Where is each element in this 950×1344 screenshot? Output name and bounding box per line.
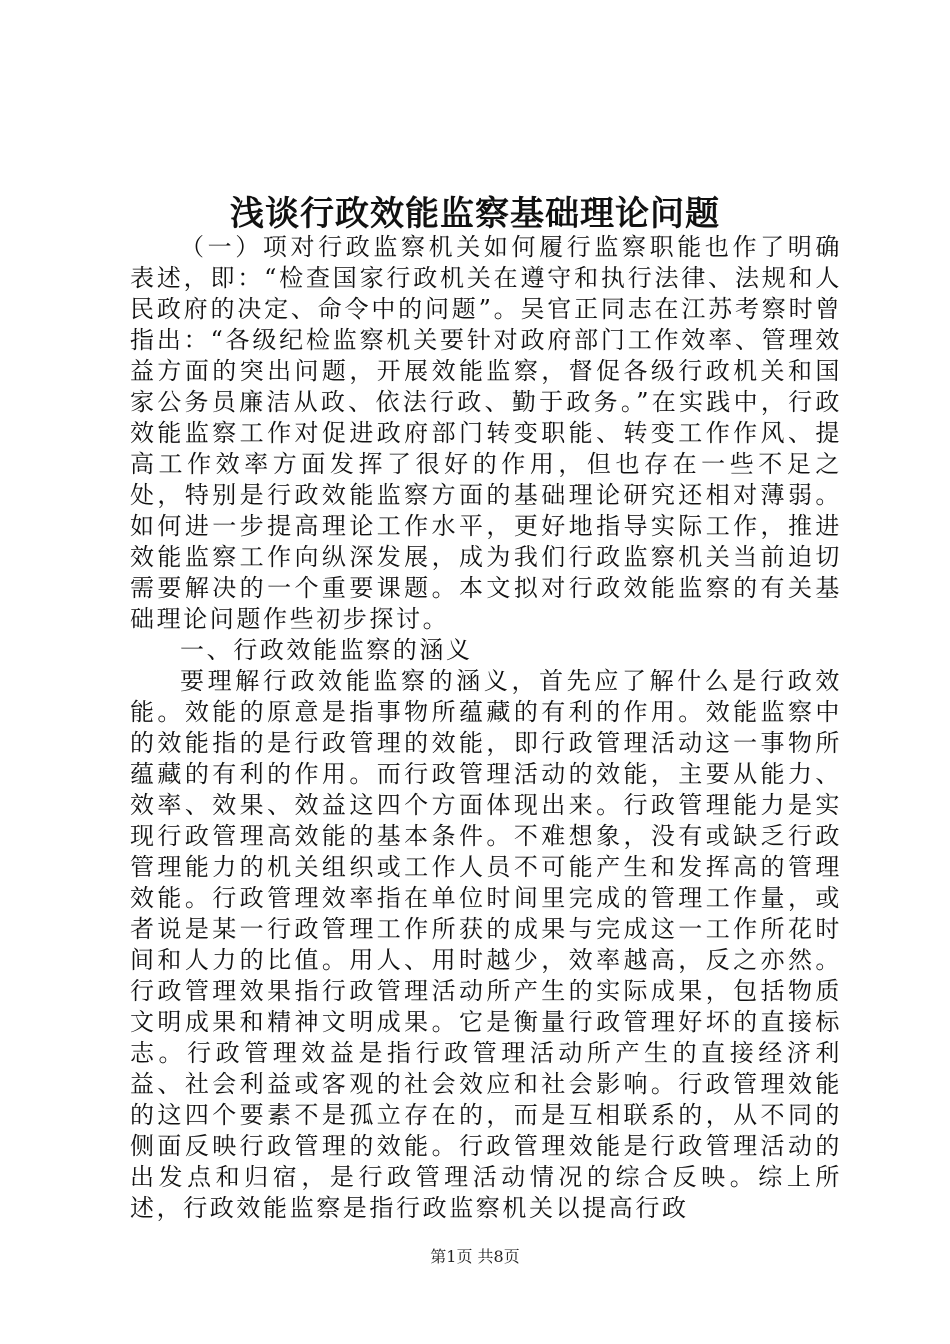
- section-heading: 一、行政效能监察的涵义: [180, 636, 473, 664]
- document-title: 浅谈行政效能监察基础理论问题: [230, 194, 720, 234]
- document-body: [130, 232, 842, 1224]
- page-number: 第1页 共8页: [430, 1247, 520, 1266]
- paragraph-intro: （一）项对行政监察机关如何履行监察职能也作了明确表述，即：“检查国家行政机关在遵守和执行法律、法规和人民政府的决定、命令中的问题”。吴官正同志在江苏考察时曾指出：“各级纪检监察机关要针对政府部门工作效率、管理效益方面的突出问题，开展效能监察，督促各级行政机关和国家公务员廉洁从政、依法行政、勤于政务。”在实践中，行政效能监察工作对促进政府部门转变职能、转变工作作风、提高工作效率方面发挥了很好的作用，但也存在一些不足之处，特别是行政效能监察方面的基础理论研究还相对薄弱。如何进一步提高理论工作水平，更好地指导实际工作，推进效能监察工作向纵深发展，成为我们行政监察机关当前迫切需要解决的一个重要课题。本文拟对行政效能监察的有关基础理论问题作些初步探讨。: [130, 233, 842, 633]
- paragraph-definition: 要理解行政效能监察的涵义，首先应了解什么是行政效能。效能的原意是指事物所蕴藏的有利的作用。效能监察中的效能指的是行政管理的效能，即行政管理活动这一事物所蕴藏的有利的作用。而行政管理活动的效能，主要从能力、效率、效果、效益这四个方面体现出来。行政管理能力是实现行政管理高效能的基本条件。不难想象，没有或缺乏行政管理能力的机关组织或工作人员不可能产生和发挥高的管理效能。行政管理效率指在单位时间里完成的管理工作量，或者说是某一行政管理工作所获的成果与完成这一工作所花时间和人力的比值。用人、用时越少，效率越高，反之亦然。行政管理效果指行政管理活动所产生的实际成果，包括物质文明成果和精神文明成果。它是衡量行政管理好坏的直接标志。行政管理效益是指行政管理活动所产生的直接经济利益、社会利益或客观的社会效应和社会影响。行政管理效能的这四个要素不是孤立存在的，而是互相联系的，从不同的侧面反映行政管理的效能。行政管理效能是行政管理活动的出发点和归宿，是行政管理活动情况的综合反映。综上所述，行政效能监察是指行政监察机关以提高行政: [130, 667, 842, 1222]
